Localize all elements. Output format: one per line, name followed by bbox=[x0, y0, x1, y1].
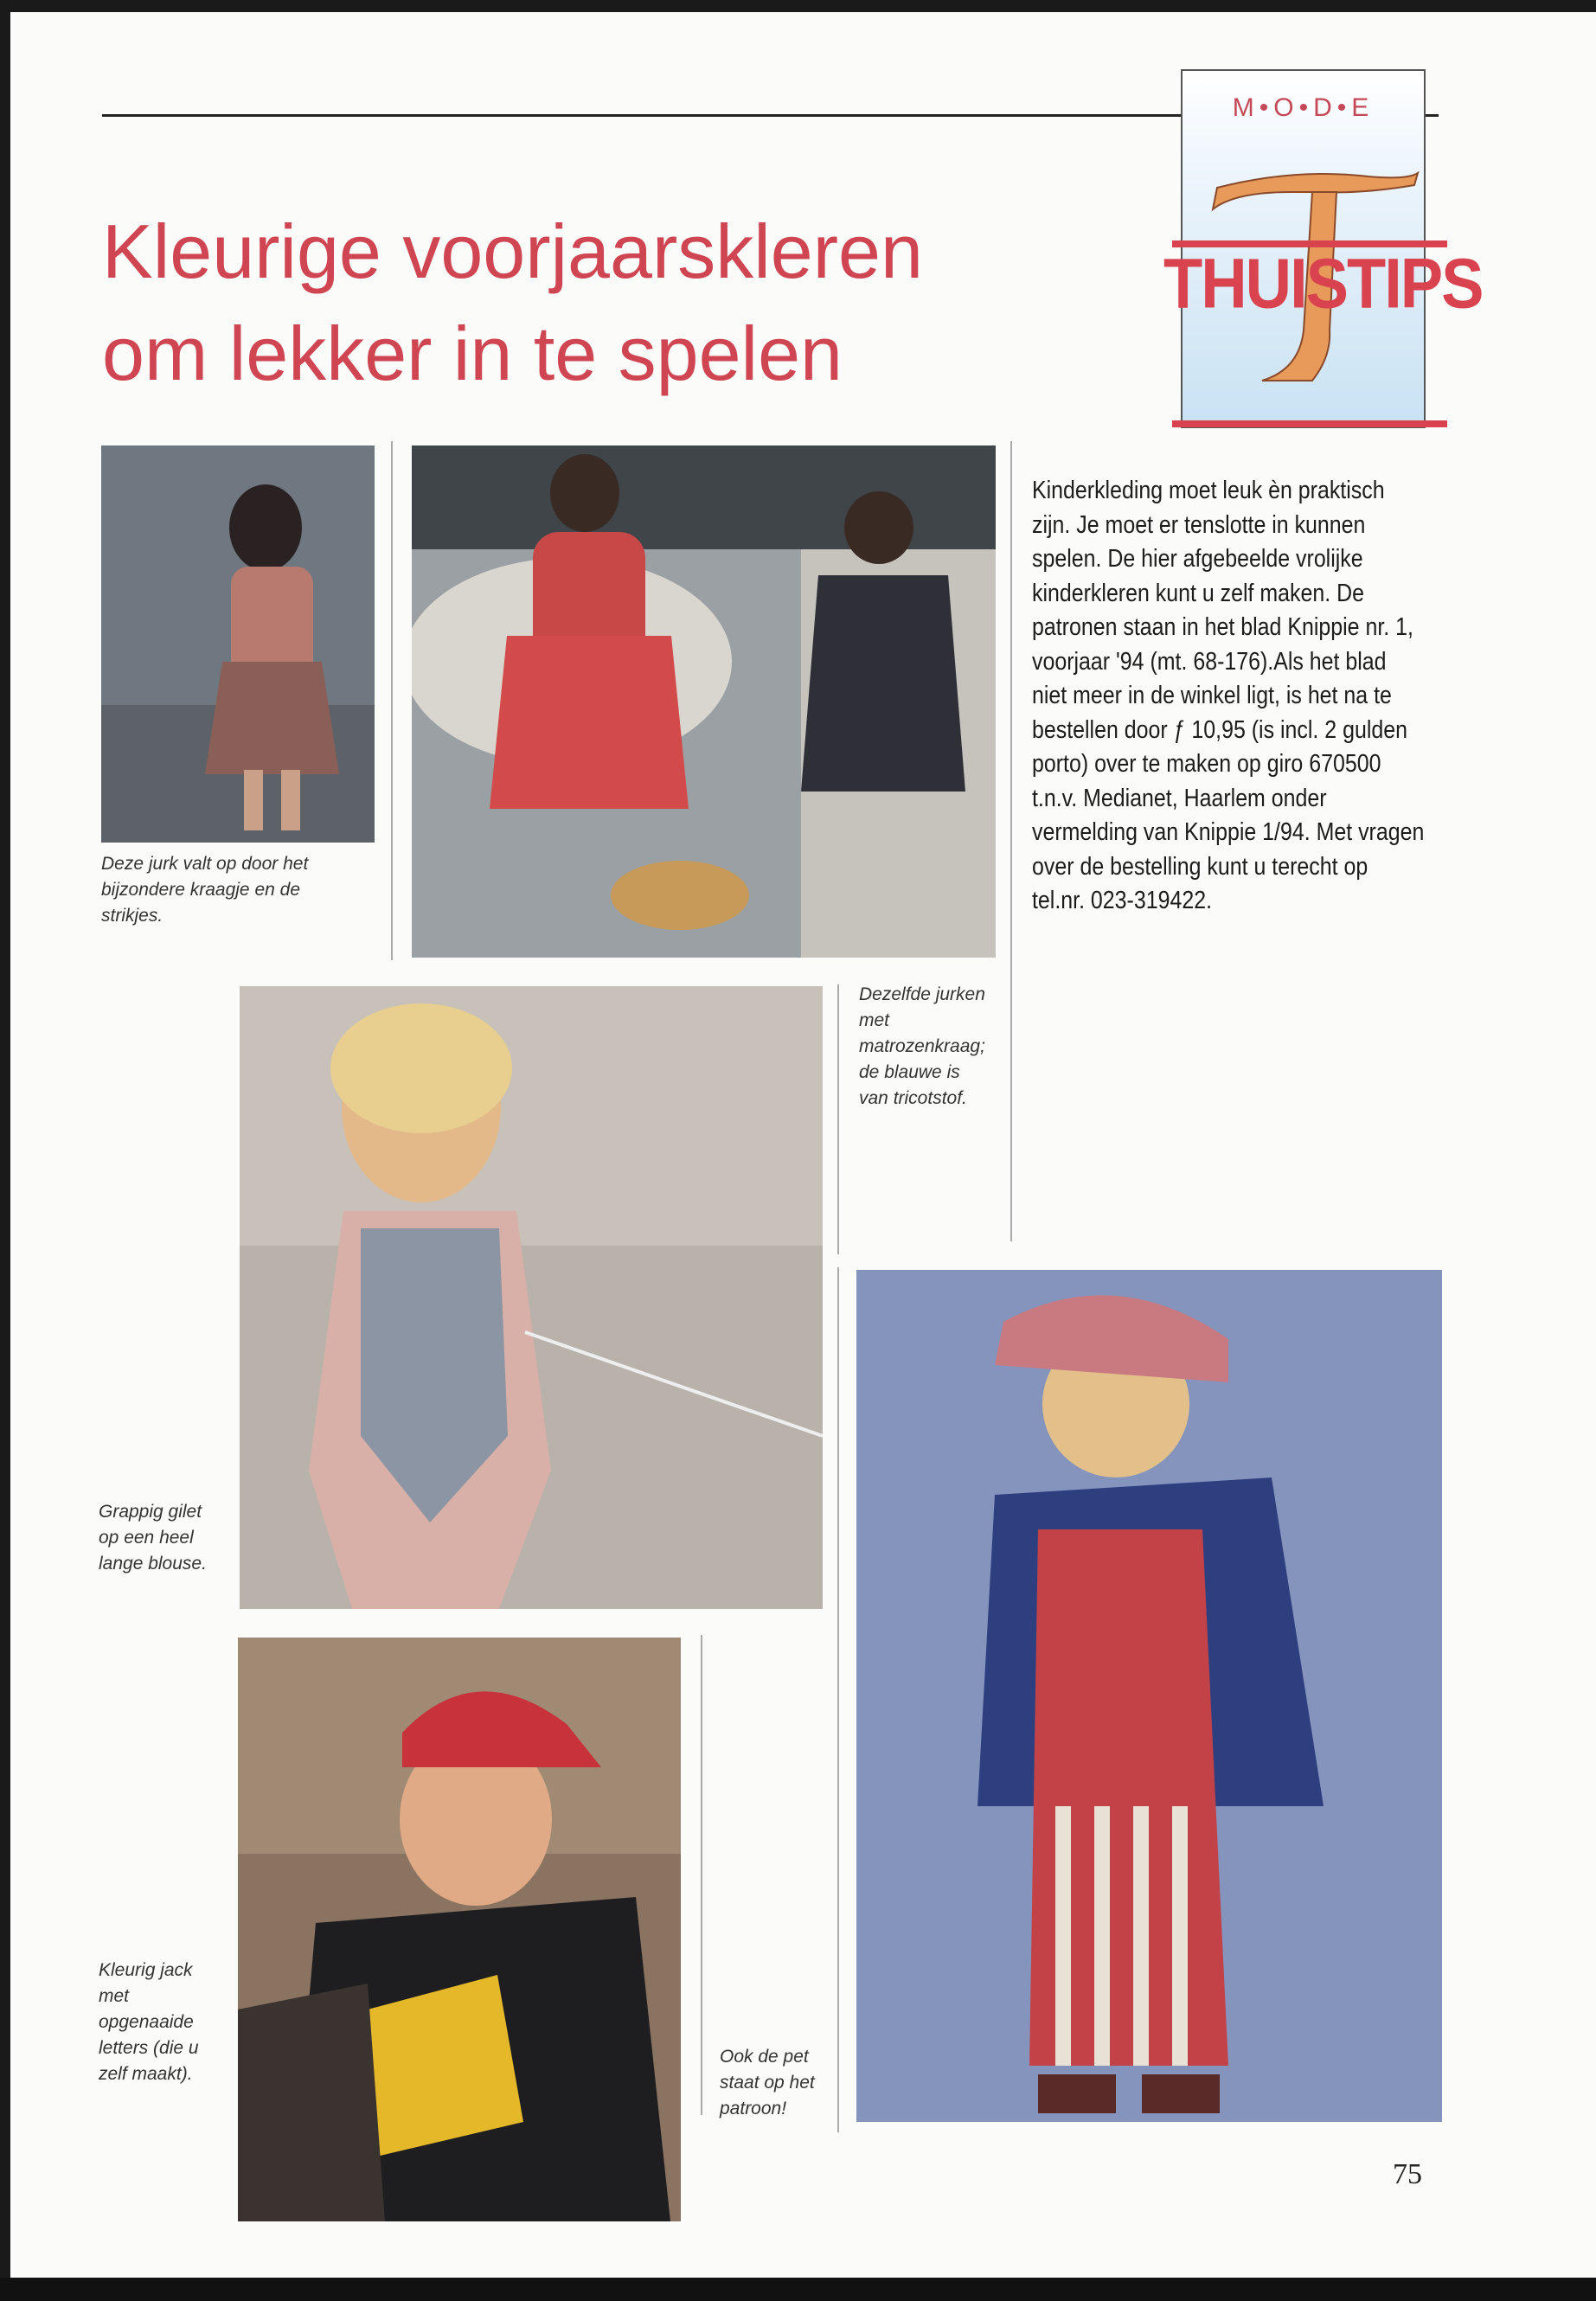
caption-cap: Ook de pet staat op het patroon! bbox=[720, 2047, 815, 2118]
title-line-1: Kleurige voorjaarskleren bbox=[102, 208, 923, 294]
column-rule-5 bbox=[701, 1635, 702, 2115]
column-rule-1 bbox=[391, 441, 393, 960]
photo-toddler-cap bbox=[856, 1270, 1442, 2122]
page-title bbox=[102, 201, 1123, 405]
caption-jacket: Kleurig jack met opgenaaide letters (die u zelf maakt). bbox=[99, 1960, 199, 2084]
column-rule-2 bbox=[1010, 441, 1012, 1241]
photo-boy-jacket bbox=[238, 1638, 681, 2221]
article-body: Kinderkleding moet leuk èn praktisch zijn. Je moet er tenslotte in kunnen spelen. De hier afgebeelde vrolijke kinderkleren kunt u zelf maken. De patronen staan in het blad Knippie nr. 1, voorjaar '94 (mt. 68-176).Als het blad niet meer in de winkel ligt, is het na te bestellen door ƒ 10,95 (is incl. 2 gulden porto) over te maken op giro 670500 t.n.v. Medianet, Haarlem onder vermelding van Knippie 1/94. Met vragen over de bestelling kunt u terecht op tel.nr. 023-319422. bbox=[1032, 477, 1425, 914]
photo-girl-gilet bbox=[240, 986, 823, 1609]
scan-border-bottom bbox=[0, 2278, 1596, 2301]
column-rule-4 bbox=[837, 1267, 839, 2132]
caption-matching-dresses: Dezelfde jurken met matrozenkraag; de blauwe is van tricotstof. bbox=[859, 984, 985, 1108]
scan-border-top bbox=[0, 0, 1596, 12]
logo-bar-bottom bbox=[1172, 420, 1447, 427]
thuistips-logo bbox=[1163, 69, 1483, 428]
photo-girl-plaid-dress bbox=[101, 445, 375, 843]
caption-plaid-dress: Deze jurk valt op door het bijzondere kraagje en de strikjes. bbox=[101, 854, 309, 926]
logo-section-label: M•O•D•E bbox=[1232, 93, 1375, 122]
photo-two-girls-boat bbox=[412, 445, 996, 958]
title-line-2: om lekker in te spelen bbox=[102, 311, 843, 396]
scan-border-left bbox=[0, 0, 10, 2301]
page-number: 75 bbox=[1393, 2158, 1422, 2190]
column-rule-3 bbox=[837, 984, 839, 1254]
logo-word: THUISTIPS bbox=[1163, 243, 1483, 324]
caption-gilet: Grappig gilet op een heel lange blouse. bbox=[99, 1502, 207, 1574]
